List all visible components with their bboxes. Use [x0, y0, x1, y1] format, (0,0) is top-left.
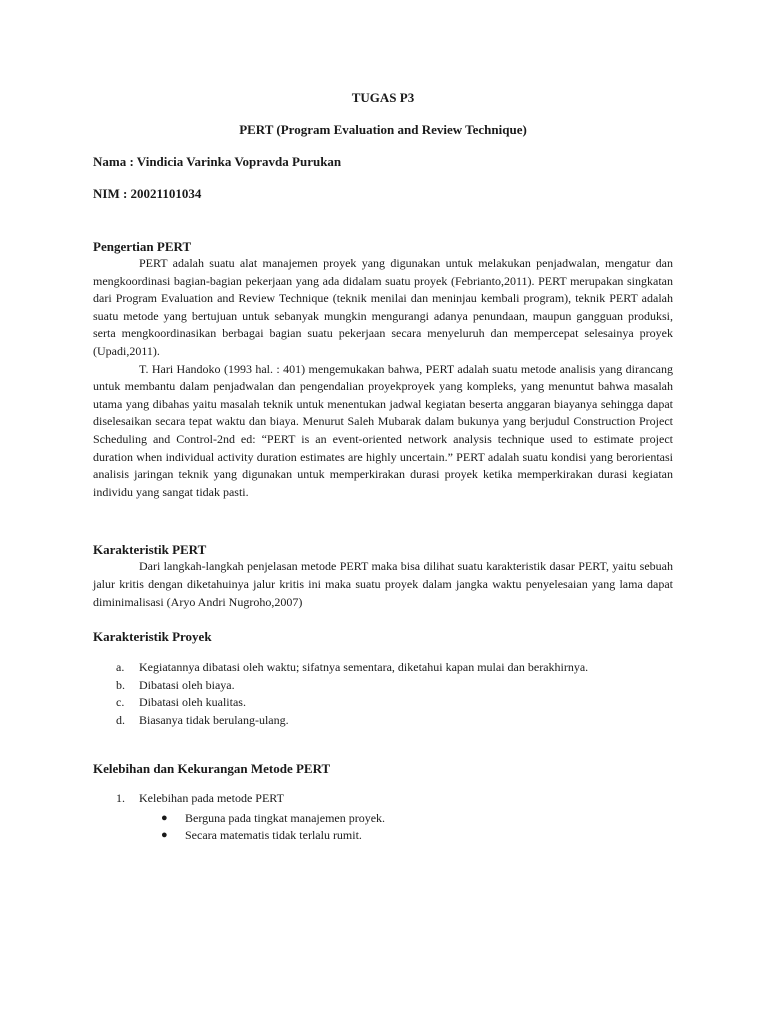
section-heading-karakteristik-pert: Karakteristik PERT	[93, 542, 207, 558]
document-subtitle: PERT (Program Evaluation and Review Technique)	[239, 122, 527, 137]
list-item-text: Biasanya tidak berulang-ulang.	[139, 712, 289, 727]
document-title: TUGAS P3	[351, 90, 415, 105]
list-item-text: Dibatasi oleh kualitas.	[139, 695, 246, 710]
list-item-text: Kelebihan pada metode PERT	[139, 791, 284, 806]
list-item	[93, 659, 673, 677]
section-heading-pengertian: Pengertian PERT	[93, 239, 192, 254]
list-item	[93, 694, 673, 712]
list-item-text: Kegiatannya dibatasi oleh waktu; sifatnya sementara, diketahui kapan mulai dan berakhirnya.	[139, 660, 589, 675]
section-heading-karakteristik-proyek: Karakteristik Proyek	[93, 629, 212, 645]
bullet-item	[93, 810, 673, 828]
bullet-item	[93, 827, 673, 845]
list-item-row	[93, 790, 673, 808]
kelebihan-bullets	[93, 810, 673, 845]
paragraph-pengertian-1: PERT adalah suatu alat manajemen proyek yang digunakan untuk melakukan penjadwalan, mengatur dan mengkoordinasi bagian-bagian pekerjaan yang ada didalam suatu proyek (Febrianto,2011). PERT merupakan singkatan dari Program Evaluation and Review Technique (teknik menilai dan meninjau kembali program), teknik PERT adalah suatu metode yang bertujuan untuk sebanyak mungkin mengurangi adanya penundaan, maupun gangguan produksi, serta mengkoordinasikan berbagai bagian suatu pekerjaan secara menyeluruh dan mempercepat selesainya proyek (Upadi,2011).	[93, 256, 673, 358]
list-item	[93, 712, 673, 730]
list-marker: b.	[116, 677, 125, 692]
document-page	[93, 86, 673, 845]
list-marker: 1.	[116, 791, 125, 806]
karakteristik-proyek-list	[93, 659, 673, 729]
student-name: Nama : Vindicia Varinka Vopravda Purukan	[93, 154, 342, 169]
list-item	[93, 790, 673, 845]
bullet-icon: ●	[161, 829, 168, 842]
paragraph-pengertian-2: T. Hari Handoko (1993 hal. : 401) mengemukakan bahwa, PERT adalah suatu metode analisis yang dirancang untuk membantu dalam penjadwalan dan pengendalian proyekproyek yang kompleks, yang menuntut bahwa masalah utama yang dibahas yaitu masalah teknik untuk menentukan jadwal kegiatan beserta anggaran biayanya sehingga dapat diselesaikan secara tepat waktu dan biaya. Menurut Saleh Mubarak dalam bukunya yang berjudul Construction Project Scheduling and Control-2nd ed: “PERT is an event-oriented network analysis technique used to estimate project duration when individual activity duration estimates are highly uncertain.” PERT adalah suatu kondisi yang berorientasi analisis jaringan teknik yang digunakan untuk memperkirakan durasi proyek ketika memperkirakan durasi kegiatan individu yang sangat tidak pasti.	[93, 361, 673, 499]
section-heading-kelebihan-kekurangan: Kelebihan dan Kekurangan Metode PERT	[93, 761, 331, 777]
list-marker: a.	[116, 660, 125, 675]
list-item-text: Dibatasi oleh biaya.	[139, 677, 235, 692]
list-marker: c.	[116, 695, 125, 710]
bullet-text: Secara matematis tidak terlalu rumit.	[185, 828, 362, 843]
list-marker: d.	[116, 712, 125, 727]
student-nim: NIM : 20021101034	[93, 186, 202, 201]
paragraph-karakteristik-pert: Dari langkah-langkah penjelasan metode PERT maka bisa dilihat suatu karakteristik dasar PERT, yaitu sebuah jalur kritis dengan diketahuinya jalur kritis ini maka suatu proyek dalam jangka waktu penyelesaian yang lama dapat diminimalisasi (Aryo Andri Nugroho,2007)	[93, 559, 673, 609]
list-item	[93, 677, 673, 695]
kelebihan-list	[93, 790, 673, 845]
bullet-icon: ●	[161, 811, 168, 824]
bullet-text: Berguna pada tingkat manajemen proyek.	[185, 810, 386, 825]
